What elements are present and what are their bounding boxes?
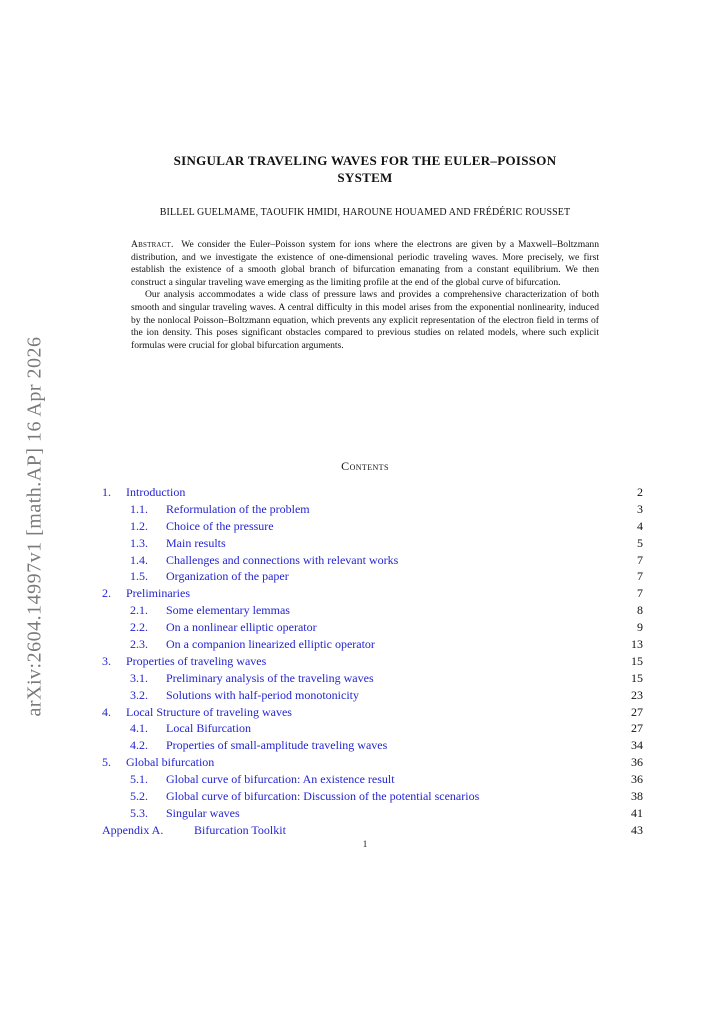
- toc-entry-page: 7: [637, 586, 643, 601]
- contents-heading: Contents: [341, 459, 389, 473]
- toc-entry-title[interactable]: Main results: [166, 535, 226, 550]
- toc-entry-number: 1.: [102, 485, 111, 499]
- toc-subsection-entry[interactable]: [102, 552, 643, 569]
- toc-subsection-entry[interactable]: [102, 771, 643, 788]
- toc-subsection-entry[interactable]: [102, 805, 643, 822]
- toc-entry-page: 27: [631, 704, 643, 719]
- toc-entry-number: 2.3.: [130, 637, 148, 652]
- toc-entry-number: 4.: [102, 704, 111, 719]
- toc-entry-page: 27: [631, 721, 643, 736]
- toc-subsection-entry[interactable]: [102, 535, 643, 552]
- toc-subsection-entry[interactable]: [102, 687, 643, 704]
- abstract-text-1: We consider the Euler–Poisson system for ions where the electrons are given by a Maxwell–Boltzmann distribution, and we investigate the existence of one-dimensional periodic traveling waves. More precisely, we first establish the existence of a smooth global branch of bifurcation emanating from a constant equilibrium. We then construct a singular traveling wave emerging as the limiting profile at the end of the global curve of bifurcation.: [131, 239, 600, 288]
- toc-entry-number: 1.1.: [130, 501, 148, 516]
- paper-title: [100, 152, 630, 186]
- toc-entry-number: 3.1.: [130, 670, 148, 685]
- toc-subsection-entry[interactable]: [102, 518, 643, 535]
- toc-entry-page: 7: [637, 569, 643, 584]
- toc-entry-title[interactable]: Organization of the paper: [166, 569, 289, 584]
- toc-subsection-entry[interactable]: [102, 788, 643, 805]
- toc-entry-number: Appendix A.: [102, 822, 164, 837]
- toc-section-entry[interactable]: [102, 704, 643, 721]
- abstract-paragraph-1: [131, 239, 599, 289]
- toc-entry-number: 2.1.: [130, 603, 148, 618]
- toc-entry-number: 5.2.: [130, 789, 148, 804]
- toc-entry-page: 36: [631, 755, 643, 770]
- toc-entry-page: 34: [631, 738, 643, 753]
- toc-subsection-entry[interactable]: [102, 619, 643, 636]
- toc-appendix-entry[interactable]: [102, 822, 643, 839]
- toc-entry-page: 8: [637, 603, 643, 618]
- toc-subsection-entry[interactable]: [102, 670, 643, 687]
- toc-entry-page: 9: [637, 620, 643, 635]
- toc-subsection-entry[interactable]: [102, 636, 643, 653]
- toc-entry-number: 4.2.: [130, 738, 148, 753]
- toc-entry-number: 2.2.: [130, 620, 148, 635]
- toc-entry-title[interactable]: Local Structure of traveling waves: [126, 704, 292, 719]
- toc-entry-title[interactable]: Global bifurcation: [126, 755, 215, 770]
- toc-entry-title[interactable]: Singular waves: [166, 805, 240, 820]
- toc-subsection-entry[interactable]: [102, 737, 643, 754]
- toc-entry-title[interactable]: Properties of small-amplitude traveling waves: [166, 738, 388, 753]
- toc-entry-number: 1.5.: [130, 569, 148, 584]
- abstract-paragraph-2: Our analysis accommodates a wide class of pressure laws and provides a comprehensive characterization of both smooth and singular traveling waves. A central difficulty in this model arises from the exponential nonlinearity, induced by the nonlocal Poisson–Boltzmann equation, which prevents any explicit representation of the electron field in terms of the ion density. This poses significant obstacles compared to previous studies on related models, where such explicit formulas were crucial for global bifurcation arguments.: [131, 289, 599, 351]
- toc-entry-title[interactable]: Preliminaries: [126, 586, 190, 601]
- title-line-2: SYSTEM: [337, 170, 393, 185]
- toc-entry-title[interactable]: Global curve of bifurcation: An existence result: [166, 772, 395, 787]
- toc-entry-page: 15: [631, 670, 643, 685]
- toc-entry-page: 38: [631, 789, 643, 804]
- toc-entry-title[interactable]: On a nonlinear elliptic operator: [166, 620, 317, 635]
- toc-section-entry[interactable]: [102, 585, 643, 602]
- toc-entry-title[interactable]: Solutions with half-period monotonicity: [166, 687, 359, 702]
- toc-entry-number: 1.4.: [130, 552, 148, 567]
- toc-section-entry[interactable]: [102, 754, 643, 771]
- table-of-contents: [102, 484, 643, 839]
- toc-entry-title[interactable]: Choice of the pressure: [166, 518, 274, 533]
- abstract-label: Abstract.: [131, 239, 174, 250]
- toc-entry-title[interactable]: On a companion linearized elliptic operator: [166, 637, 375, 652]
- toc-entry-title[interactable]: Challenges and connections with relevant works: [166, 552, 399, 567]
- toc-entry-title[interactable]: Properties of traveling waves: [126, 653, 267, 668]
- toc-entry-page: 3: [637, 501, 643, 516]
- toc-entry-number: 5.: [102, 755, 111, 770]
- toc-entry-page: 15: [631, 653, 643, 668]
- toc-subsection-entry[interactable]: [102, 720, 643, 737]
- toc-entry-number: 5.3.: [130, 805, 148, 820]
- toc-entry-number: 3.: [102, 653, 111, 668]
- toc-entry-page: 41: [631, 805, 643, 820]
- toc-section-entry[interactable]: [102, 653, 643, 670]
- toc-entry-number: 1.3.: [130, 535, 148, 550]
- author-list: BILLEL GUELMAME, TAOUFIK HMIDI, HAROUNE HOUAMED AND FRÉDÉRIC ROUSSET: [159, 207, 571, 218]
- toc-entry-page: 13: [631, 637, 643, 652]
- toc-entry-number: 5.1.: [130, 772, 148, 787]
- page-number: 1: [362, 839, 368, 849]
- toc-entry-number: 3.2.: [130, 687, 148, 702]
- toc-entry-title[interactable]: Preliminary analysis of the traveling waves: [166, 670, 374, 685]
- toc-entry-number: 1.2.: [130, 518, 148, 533]
- toc-entry-number: 4.1.: [130, 721, 148, 736]
- toc-entry-page: 43: [631, 822, 643, 837]
- toc-entry-title[interactable]: Some elementary lemmas: [166, 603, 290, 618]
- toc-entry-page: 36: [631, 772, 643, 787]
- toc-subsection-entry[interactable]: [102, 602, 643, 619]
- toc-entry-page: 4: [637, 518, 643, 533]
- abstract: [131, 239, 599, 352]
- title-line-1: SINGULAR TRAVELING WAVES FOR THE EULER–POISSON: [173, 153, 557, 168]
- toc-entry-page: 2: [637, 485, 643, 499]
- toc-entry-number: 2.: [102, 586, 111, 601]
- toc-subsection-entry[interactable]: [102, 568, 643, 585]
- toc-entry-title[interactable]: Local Bifurcation: [166, 721, 251, 736]
- arxiv-stamp: [12, 286, 58, 766]
- toc-entry-page: 23: [631, 687, 643, 702]
- toc-entry-page: 5: [637, 535, 643, 550]
- toc-section-entry[interactable]: [102, 484, 643, 501]
- toc-entry-title[interactable]: Introduction: [126, 485, 186, 499]
- toc-entry-title[interactable]: Reformulation of the problem: [166, 501, 310, 516]
- toc-entry-title[interactable]: Bifurcation Toolkit: [194, 822, 286, 837]
- toc-entry-title[interactable]: Global curve of bifurcation: Discussion of the potential scenarios: [166, 789, 480, 804]
- arxiv-identifier: arXiv:2604.14997v1 [math.AP] 16 Apr 2026: [23, 336, 46, 716]
- toc-entry-page: 7: [637, 552, 643, 567]
- toc-subsection-entry[interactable]: [102, 501, 643, 518]
